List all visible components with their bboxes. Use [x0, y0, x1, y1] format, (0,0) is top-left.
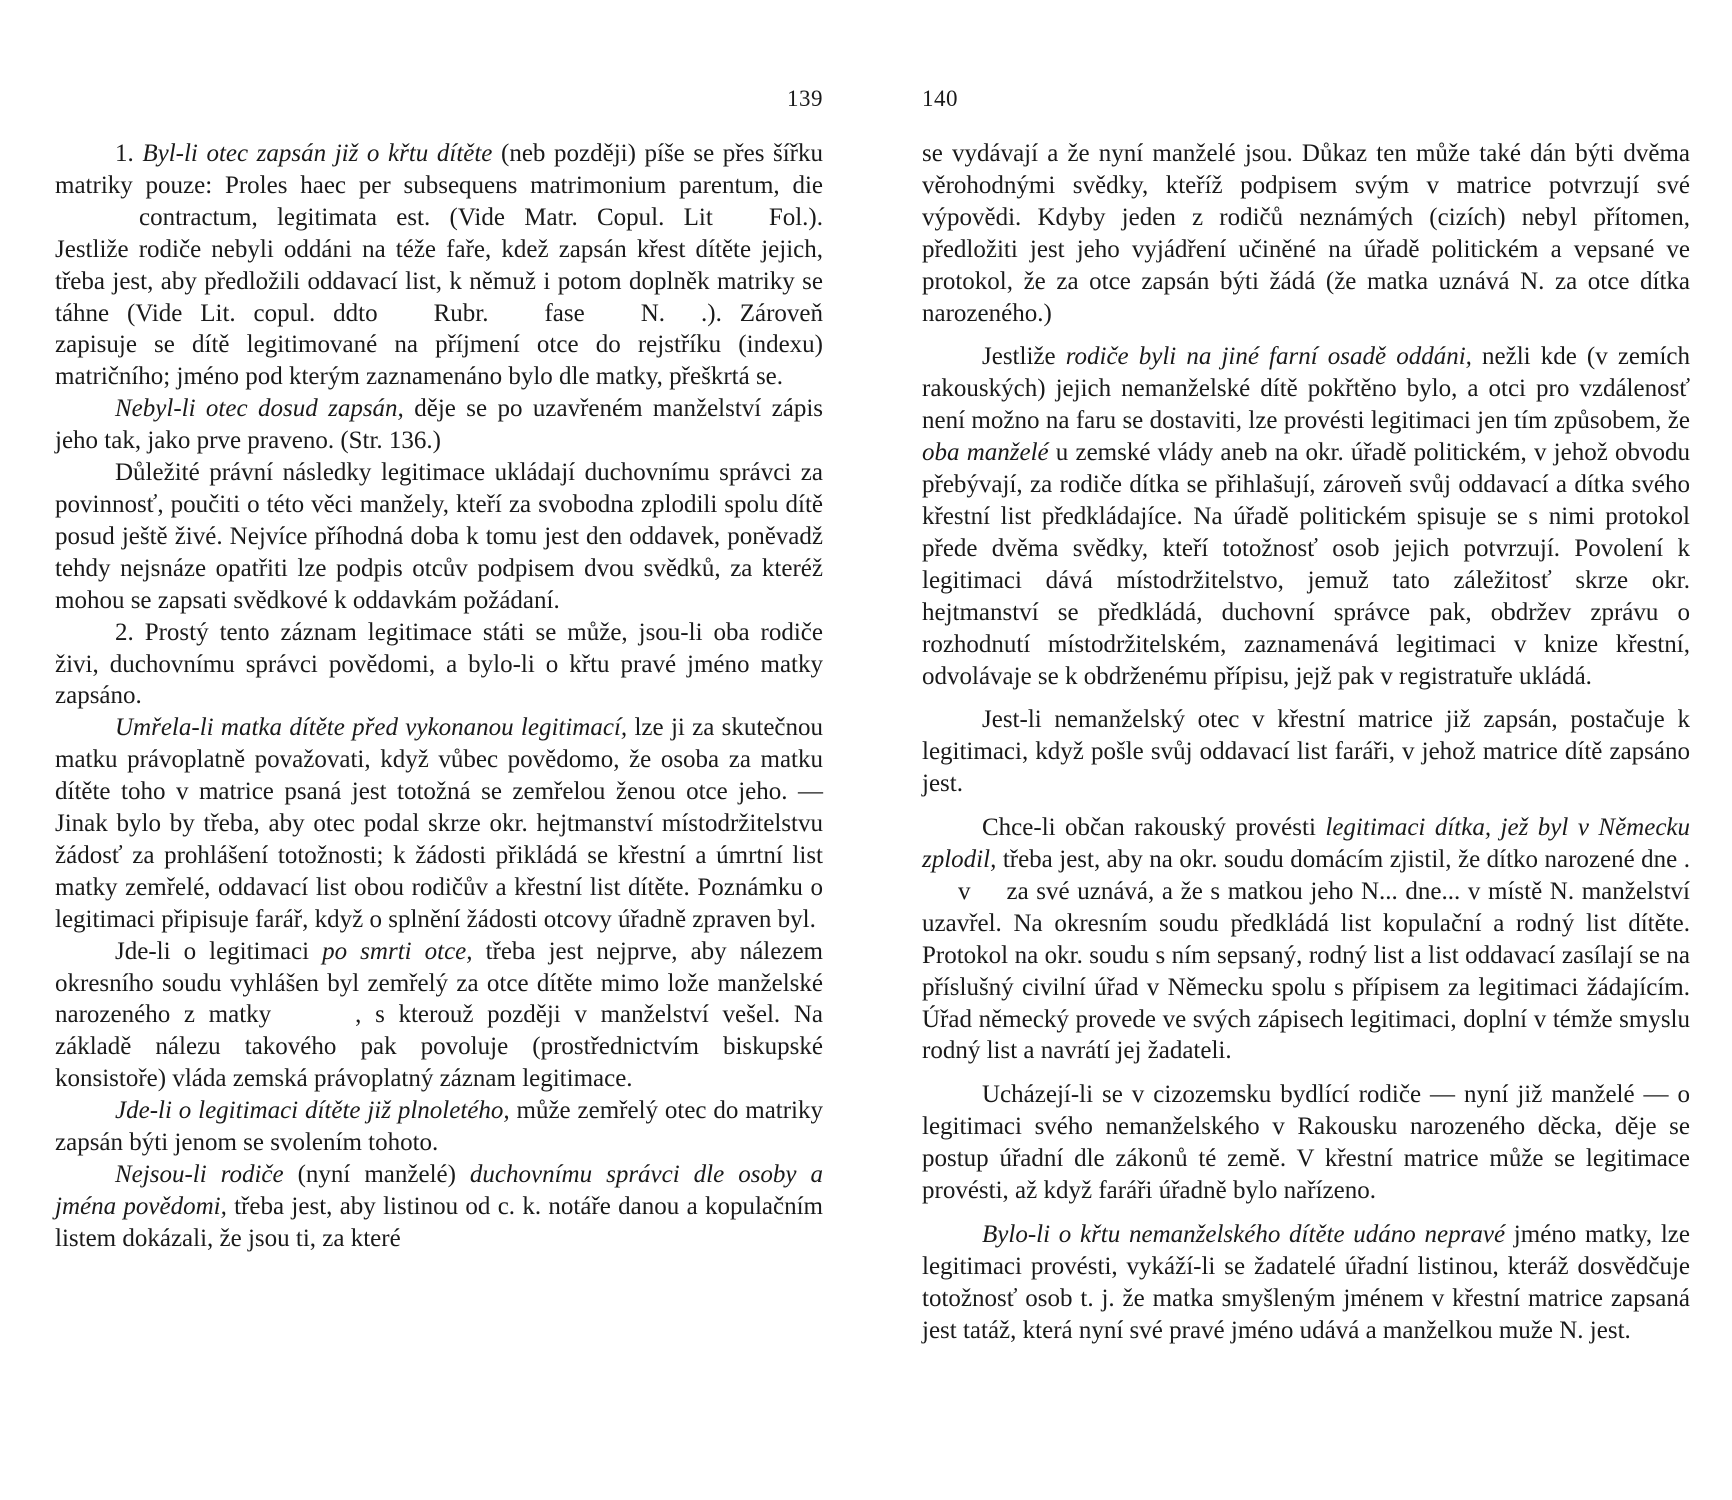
text-run: lze ji za skutečnou matku právoplatně považovati, když vůbec povědomo, že osoba za matku dítěte toho v matrice psaná jest totožná se zemřelou ženou otce jeho. — Jinak bylo by třeba, aby otec podal skrze okr. hejtmanství místodržitelstvu žádosť za prohlášení totožnosti; k žádosti přikládá se křestní a úmrtní list matky zemřelé, oddavací list obou rodičův a křestní list dítěte. Poznámku o legitimaci připisuje farář, když o splnění žádosti otcovy úřadně zpraven byl. [55, 714, 824, 933]
text-run: Fol.). Jestliže rodiče nebyli oddáni na téže faře, kdež zapsán křest dítěte jejich, třeba jest, aby předložili oddavací list, k němuž i potom doplněk matriky se táhne (Vide Lit. copul. ddto [55, 203, 823, 327]
emphasis: Bylo-li o křtu nemanželského dítěte udáno nepravé [982, 1221, 1506, 1248]
paragraph: Ucházejí-li se v cizozemsku bydlící rodiče — nyní již manželé — o legitimaci svého nemanželského v Rakousku narozeného děcka, děje se postup úřadní dle zákonů té země. V křestní matrice může se legitimace provésti, až když faráři úřadně bylo nařízeno. [922, 1081, 1690, 1205]
left-page [55, 0, 823, 1500]
page-number: 139 [787, 86, 823, 111]
paragraph: se vydávají a že nyní manželé jsou. Důkaz ten může také dán býti dvěma věrohodnými svědky, kteříž podpisem svým v matrice potvrzují své výpovědi. Kdyby jeden z rodičů neznámých (cizích) nebyl přítomen, předložiti jest jeho vyjádření učiněné na úřadě politickém a vepsané ve protokol, že za otce zapsán býti žádá (že matka uznává N. za otce dítka narozeného.) [922, 140, 1690, 327]
paragraph [922, 812, 1690, 1067]
text-run: N. [640, 299, 666, 327]
left-page-text [55, 138, 823, 1255]
paragraph [922, 1219, 1690, 1347]
text-run: (nyní manželé) [297, 1161, 456, 1188]
text-run: může zemřelý otec do matriky zapsán býti jenom se svolením tohoto. [55, 1097, 824, 1157]
emphasis: Nebyl-li otec dosud zapsán, [115, 395, 404, 423]
paragraph: Důležité právní následky legitimace ukládají duchovnímu správci za povinnosť, poučiti o této věci manžely, kteří za svobodna zplodili spolu dítě posud ještě živé. Nejvíce příhodná doba k tomu jest den oddavek, poněvadž tehdy nejsnáze opatřiti lze podpis otcův podpisem dvou svědků, za kteréž mohou se zapsati svědkové k oddavkám požádaní. [55, 459, 823, 614]
emphasis: rodiče byli na jiné farní osadě oddáni, [1065, 343, 1472, 371]
paragraph [922, 341, 1690, 692]
paragraph: Jest-li nemanželský otec v křestní matrice již zapsán, postačuje k legitimaci, když pošle svůj oddavací list faráři, v jehož matrice dítě zapsáno jest. [922, 706, 1690, 798]
text-run: , s kterouž později v manželství vešel. Na základě nálezu takového pak povoluje (prostřednictvím biskupské konsistoře) vláda zemská právoplatný záznam legitimace. [55, 1001, 823, 1093]
page-number: 140 [922, 86, 958, 111]
text-run: Jde-li o legitimaci [115, 937, 310, 965]
paragraph: 2. Prostý tento záznam legitimace státi se může, jsou-li oba rodiče živi, duchovnímu správci povědomi, a bylo-li o křtu pravé jméno matky zapsáno. [55, 618, 823, 710]
text-run: Jestliže [982, 343, 1056, 371]
emphasis: Byl-li otec zapsán již o křtu dítěte [142, 140, 493, 167]
text-run: za své uznává, a že s matkou jeho N... dne... v místě N. manželství uzavřel. Na okresním soudu předkládá list kopulační a rodný list dítěte. Protokol na okr. soudu s ním sepsaný, rodný list a list oddavací zasílají se na příslušný civilní úřad v Německu spolu s přípisem za legitimaci žádajícím. Úřad německý provede ve svých zápisech legitimaci, doplní v témže smyslu rodný list a navrátí jej žadateli. [922, 877, 1690, 1065]
paragraph [55, 1159, 823, 1255]
paragraph [55, 1095, 823, 1159]
emphasis: duchovnímu správci dle osoby a jména povědomi, [55, 1161, 824, 1220]
text-run: v [958, 877, 971, 905]
text-run: nežli kde (v zemích rakouských) jejich nemanželské dítě pokřtěno bylo, a otci pro vzdálenosť není možno na faru se dostaviti, lze provésti legitimaci jen tím způsobem, že [922, 343, 1691, 435]
text-run: Chce-li občan rakouský provésti [982, 814, 1316, 842]
text-run: u zemské vlády aneb na okr. úřadě politickém, v jehož obvodu přebývají, za rodiče dítka se přihlašují, zároveň svůj oddavací a dítka svého křestní list předkládajíce. Na úřadě politickém spisuje se s nimi protokol přede dvěma svědky, kteří totožnosť osob jejich potvrzují. Povolení k legitimaci dává místodržitelstvo, jemuž tato záležitosť skrze okr. hejtmanství se předkládá, duchovní správce pak, obdržev zprávu o rozhodnutí místodržitelském, zaznamenává legitimaci v knize křestní, odvolávaje se k obdrženému přípisu, jejž pak v registratuře ukládá. [922, 439, 1690, 690]
text-run: fase [544, 299, 585, 327]
text-run: jméno matky, lze legitimaci provésti, vykáží-li se žadatelé úřadní listinou, kteráž dosvědčuje totožnosť osob t. j. že matka smyšleným jménem v křestní matrice zapsaná jest tatáž, která nyní své pravé jméno udává a manželkou muže N. jest. [922, 1221, 1690, 1344]
emphasis: legitimaci dítka, jež byl v Německu zplodil, [922, 814, 1691, 874]
paragraph [55, 712, 823, 935]
text-run: contractum, legitimata est. (Vide Matr. Copul. Lit [139, 203, 713, 231]
paragraph [55, 393, 823, 457]
paragraph [55, 936, 823, 1096]
text-run: třeba jest, aby listinou od c. k. notáře danou a kopulačním listem dokázali, že jsou ti, za které [55, 1192, 823, 1252]
emphasis: Umřela-li matka dítěte před vykonanou legitimací, [115, 714, 628, 742]
text-run: třeba jest nejprve, aby nálezem okresního soudu vyhlášen byl zemřelý za otce dítěte mimo lože manželské narozeného z matky [55, 937, 823, 1029]
right-page [922, 0, 1690, 1500]
text-run: .). Zároveň zapisuje se dítě legitimované na příjmení otce do rejstříku (indexu) matričního; jméno pod kterým zaznamenáno bylo dle matky, přeškrtá se. [55, 299, 823, 391]
emphasis: oba manželé [922, 439, 1049, 467]
emphasis: Jde-li o legitimaci dítěte již plnoletého, [115, 1097, 510, 1125]
paragraph-number: 1. [115, 140, 134, 167]
text-run: Rubr. [433, 299, 489, 327]
text-run: třeba jest, aby na okr. soudu domácím zjistil, že dítko narozené dne . [1002, 846, 1691, 874]
paragraph [55, 138, 823, 393]
text-run: děje se po uzavřeném manželství zápis jeho tak, jako prve praveno. (Str. 136.) [55, 395, 824, 455]
emphasis: po smrti otce, [322, 937, 473, 965]
emphasis: Nejsou-li rodiče [115, 1161, 284, 1188]
text-run: (neb později) píše se přes šířku matriky pouze: Proles haec per subsequens matrimonium parentum, die [55, 140, 824, 199]
right-page-text [922, 138, 1690, 1347]
